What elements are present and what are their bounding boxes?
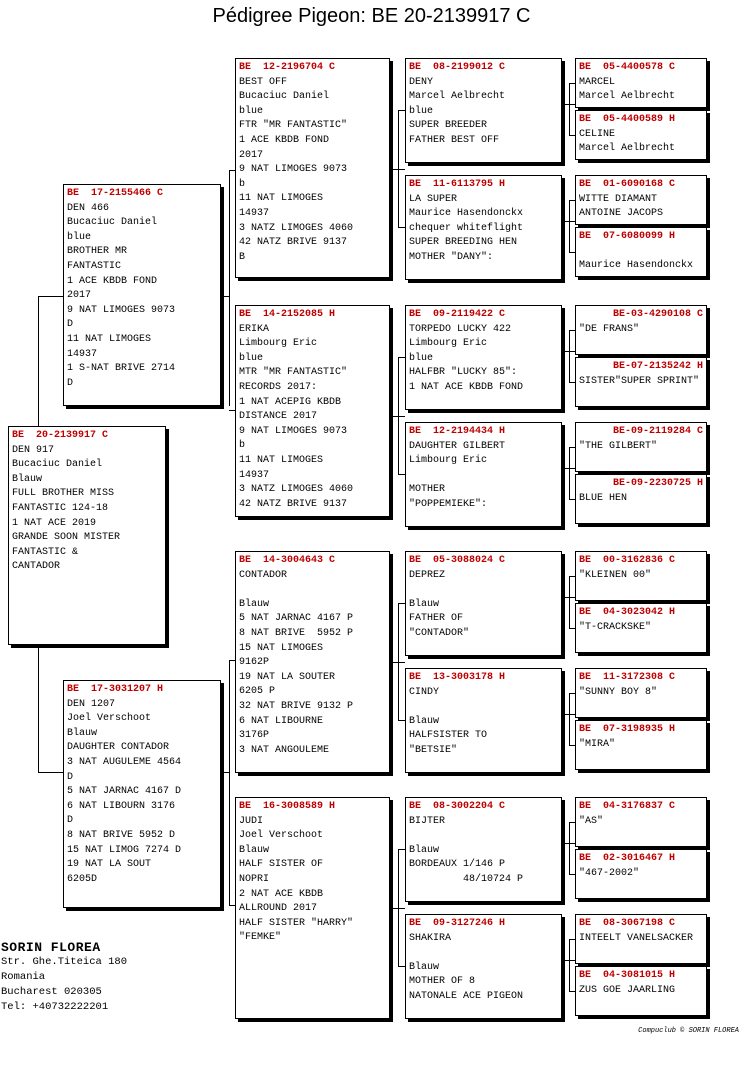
pigeon-info-line: NOPRI: [239, 873, 270, 885]
pigeon-info-line: Blauw: [12, 473, 43, 485]
ring-number: BE-07-2135242 H: [612, 361, 703, 372]
pigeon-info-line: CELINE: [579, 128, 616, 140]
great-grandparent-box: [405, 797, 562, 902]
ring-number: BE 12-2196704 C: [239, 62, 336, 73]
ancestor-box: [575, 849, 707, 899]
pigeon-info-line: BROTHER MR: [67, 246, 128, 258]
pigeon-info-line: BORDEAUX 1/146 P: [409, 859, 506, 871]
pigeon-info-line: 15 NAT LIMOG 7274 D: [67, 844, 182, 856]
great-grandparent-box: [405, 305, 562, 410]
pigeon-info-line: MARCEL: [579, 76, 616, 88]
connector-line: [562, 468, 575, 469]
ring-number: BE-03-4290108 C: [612, 309, 703, 320]
pigeon-info-line: 14937: [239, 207, 270, 219]
connector-line: [562, 221, 575, 222]
ancestor-box: [575, 357, 707, 407]
pigeon-info-line: [239, 583, 386, 598]
connector-line: [229, 660, 230, 905]
ring-number: BE 05-3088024 C: [409, 555, 506, 566]
pigeon-info-line: "467-2002": [579, 867, 640, 879]
pigeon-info-line: 8 NAT BRIVE 5952 D: [67, 829, 176, 841]
pigeon-info-line: blue: [239, 105, 264, 117]
pigeon-info-line: D: [67, 377, 74, 389]
ring-number: BE 14-2152085 H: [239, 309, 336, 320]
connector-line: [398, 110, 405, 111]
grandparent-box: [235, 797, 390, 1019]
connector-line: [398, 720, 405, 721]
ring-number: BE 20-2139917 C: [12, 430, 109, 441]
pigeon-info-line: 8 NAT BRIVE 5952 P: [239, 627, 354, 639]
pigeon-info-line: Blauw: [239, 844, 270, 856]
pigeon-info-line: b: [239, 440, 246, 452]
pigeon-info-line: "AS": [579, 815, 604, 827]
ancestor-box: [575, 720, 707, 770]
pigeon-info-line: SUPER BREEDER: [409, 120, 488, 132]
ancestor-box: [575, 175, 707, 225]
pigeon-info-line: "SUNNY BOY 8": [579, 686, 658, 698]
pigeon-info-line: b: [239, 178, 246, 190]
connector-line: [398, 966, 405, 967]
grandparent-box: [235, 305, 390, 517]
connector-line: [38, 296, 63, 297]
pigeon-info-line: FANTASTIC &: [12, 546, 79, 558]
pigeon-info-line: FULL BROTHER MISS: [12, 488, 115, 500]
pigeon-info-line: HALFSISTER TO: [409, 730, 488, 742]
pigeon-info-line: DISTANCE 2017: [239, 411, 318, 423]
pigeon-info-line: DEN 1207: [67, 698, 116, 710]
connector-line: [569, 330, 570, 382]
ring-number: BE 16-3008589 H: [239, 801, 336, 812]
ring-number: BE 09-3127246 H: [409, 918, 506, 929]
ring-number: BE 05-4400589 H: [579, 114, 676, 125]
pigeon-info-line: MOTHER OF 8: [409, 976, 476, 988]
pigeon-info-line: Joel Verschoot: [239, 830, 324, 842]
connector-line: [569, 83, 570, 135]
connector-line: [398, 474, 405, 475]
pigeon-info-line: "KLEINEN 00": [579, 569, 652, 581]
owner-address-line: Romania: [1, 971, 46, 983]
ancestor-box: [575, 551, 707, 601]
ancestor-box: [575, 797, 707, 847]
pigeon-info-line: Blauw: [409, 715, 440, 727]
connector-line: [562, 960, 575, 961]
great-grandparent-box: [405, 668, 562, 773]
pigeon-info-line: 11 NAT LIMOGES: [239, 454, 324, 466]
pigeon-info-line: WITTE DIAMANT: [579, 193, 658, 205]
pigeon-info-line: Blauw: [409, 961, 440, 973]
connector-line: [398, 357, 405, 358]
pigeon-info-line: ERIKA: [239, 323, 270, 335]
ring-number: BE 07-3198935 H: [579, 724, 676, 735]
ring-number: BE 11-3172308 C: [579, 672, 676, 683]
ring-number: BE 02-3016467 H: [579, 853, 676, 864]
pigeon-info-line: 11 NAT LIMOGES: [67, 333, 152, 345]
pigeon-info-line: 9 NAT LIMOGES 9073: [239, 425, 348, 437]
ring-number: BE 05-4400578 C: [579, 62, 676, 73]
pigeon-info-line: [409, 700, 558, 715]
pigeon-info-line: 1 NAT ACE 2019: [12, 517, 97, 529]
connector-line: [390, 416, 405, 417]
pigeon-info-line: FTR "MR FANTASTIC": [239, 120, 348, 132]
pigeon-info-line: blue: [67, 231, 92, 243]
pigeon-info-line: [579, 245, 703, 260]
pigeon-info-line: chequer whiteflight: [409, 222, 524, 234]
ring-number: BE 04-3081015 H: [579, 970, 676, 981]
pigeon-info-line: Joel Verschoot: [67, 713, 152, 725]
connector-line: [569, 447, 570, 499]
pigeon-info-line: 42 NATZ BRIVE 9137: [239, 237, 348, 249]
pigeon-info-line: 2 NAT ACE KBDB: [239, 888, 324, 900]
pigeon-info-line: Blauw: [409, 598, 440, 610]
pigeon-info-line: 2017: [239, 149, 264, 161]
connector-line: [38, 645, 39, 772]
pigeon-info-line: Limbourg Eric: [239, 338, 318, 350]
pigeon-info-line: "POPPEMIEKE":: [409, 498, 488, 510]
ring-number: BE 12-2194434 H: [409, 426, 506, 437]
owner-phone: Tel: +40732222201: [1, 1001, 109, 1013]
pigeon-info-line: D: [67, 319, 74, 331]
pigeon-info-line: "BETSIE": [409, 744, 458, 756]
pigeon-info-line: "MIRA": [579, 738, 616, 750]
pigeon-info-line: 2017: [67, 290, 92, 302]
pigeon-info-line: 48/10724 P: [409, 873, 524, 885]
pigeon-info-line: FATHER OF: [409, 613, 464, 625]
pigeon-info-line: [409, 829, 558, 844]
pigeon-info-line: 6205D: [67, 873, 98, 885]
pigeon-info-line: HALF SISTER "HARRY": [239, 917, 354, 929]
pigeon-info-line: 1 S-NAT BRIVE 2714: [67, 363, 176, 375]
pigeon-info-line: 3 NATZ LIMOGES 4060: [239, 484, 354, 496]
pigeon-info-line: SHAKIRA: [409, 932, 452, 944]
pigeon-info-line: MOTHER "DANY":: [409, 251, 494, 263]
pigeon-info-line: DEN 917: [12, 444, 55, 456]
pigeon-info-line: 14937: [239, 469, 270, 481]
ring-number: BE 00-3162836 C: [579, 555, 676, 566]
great-grandparent-box: [405, 914, 562, 1019]
ancestor-box: [575, 966, 707, 1016]
ancestor-box: [575, 914, 707, 964]
pigeon-info-line: 9 NAT LIMOGES 9073: [239, 164, 348, 176]
ancestor-box: [575, 422, 707, 472]
pigeon-info-line: 6 NAT LIBOURNE: [239, 715, 324, 727]
pigeon-info-line: Marcel Aelbrecht: [579, 143, 676, 155]
connector-line: [562, 714, 575, 715]
pigeon-info-line: blue: [409, 105, 434, 117]
ring-number: BE 08-3067198 C: [579, 918, 676, 929]
pigeon-info-line: 15 NAT LIMOGES: [239, 642, 324, 654]
pigeon-info-line: INTEELT VANELSACKER: [579, 932, 694, 944]
pigeon-info-line: "DE FRANS": [579, 323, 640, 335]
pigeon-info-line: D: [67, 815, 74, 827]
footer-credit: Compuclub © SORIN FLOREA: [638, 1027, 739, 1035]
pigeon-info-line: CONTADOR: [239, 569, 288, 581]
pigeon-info-line: JUDI: [239, 815, 264, 827]
pigeon-info-line: 42 NATZ BRIVE 9137: [239, 498, 348, 510]
pigeon-info-line: "CONTADOR": [409, 627, 470, 639]
connector-line: [390, 908, 405, 909]
connector-line: [569, 693, 570, 745]
pigeon-info-line: LA SUPER: [409, 193, 458, 205]
pigeon-info-line: BLUE HEN: [579, 492, 628, 504]
ring-number: BE 17-3031207 H: [67, 684, 164, 695]
pigeon-info-line: 5 NAT JARNAC 4167 P: [239, 613, 354, 625]
pigeon-info-line: "FEMKE": [239, 932, 282, 944]
sire-box: [63, 184, 221, 406]
ancestor-box: [575, 58, 707, 108]
ring-number: BE 04-3176837 C: [579, 801, 676, 812]
pigeon-info-line: "THE GILBERT": [579, 440, 658, 452]
owner-address-line: Str. Ghe.Titeica 180: [1, 956, 128, 968]
ancestor-box: [575, 603, 707, 653]
connector-line: [229, 170, 230, 406]
ring-number: BE 04-3023042 H: [579, 607, 676, 618]
pigeon-info-line: ALLROUND 2017: [239, 903, 318, 915]
ring-number: BE 13-3003178 H: [409, 672, 506, 683]
pigeon-info-line: 1 ACE KBDB FOND: [67, 275, 158, 287]
ancestor-box: [575, 474, 707, 524]
pigeon-info-line: 3 NAT AUGULEME 4564: [67, 756, 182, 768]
pigeon-info-line: TORPEDO LUCKY 422: [409, 323, 512, 335]
pigeon-info-line: MOTHER: [409, 484, 446, 496]
pigeon-info-line: Blauw: [239, 598, 270, 610]
pigeon-info-line: NATONALE ACE PIGEON: [409, 990, 524, 1002]
pigeon-info-line: Bucaciuc Daniel: [67, 217, 158, 229]
pigeon-info-line: FANTASTIC: [67, 260, 122, 272]
pigeon-info-line: 9162P: [239, 657, 270, 669]
ring-number: BE 07-6080099 H: [579, 231, 676, 242]
connector-line: [398, 227, 405, 228]
owner-name: SORIN FLOREA: [1, 940, 101, 955]
pigeon-info-line: blue: [239, 352, 264, 364]
pigeon-info-line: BEST OFF: [239, 76, 288, 88]
pigeon-info-line: CANTADOR: [12, 561, 61, 573]
ring-number: BE 08-3002204 C: [409, 801, 506, 812]
ancestor-box: [575, 110, 707, 160]
ring-number: BE-09-2119284 C: [612, 426, 703, 437]
pigeon-info-line: Marcel Aelbrecht: [409, 91, 506, 103]
pigeon-info-line: 5 NAT JARNAC 4167 D: [67, 786, 182, 798]
subject-pigeon-box: [8, 426, 166, 645]
pigeon-info-line: 1 NAT ACEPIG KBDB: [239, 396, 342, 408]
ring-number: BE 17-2155466 C: [67, 188, 164, 199]
pigeon-info-line: 19 NAT LA SOUTER: [239, 671, 336, 683]
pigeon-info-line: DEPREZ: [409, 569, 446, 581]
pigeon-info-line: Maurice Hasendonckx: [579, 260, 694, 272]
great-grandparent-box: [405, 422, 562, 527]
great-grandparent-box: [405, 58, 562, 163]
pigeon-info-line: 6 NAT LIBOURN 3176: [67, 800, 176, 812]
ring-number: BE 11-6113795 H: [409, 179, 506, 190]
pigeon-info-line: CINDY: [409, 686, 440, 698]
connector-line: [569, 822, 570, 874]
connector-line: [398, 603, 405, 604]
pigeon-info-line: D: [67, 771, 74, 783]
pigeon-info-line: SUPER BREEDING HEN: [409, 237, 518, 249]
ring-number: BE-09-2230725 H: [612, 478, 703, 489]
pigeon-info-line: 9 NAT LIMOGES 9073: [67, 304, 176, 316]
pigeon-info-line: [409, 469, 558, 484]
grandparent-box: [235, 58, 390, 278]
connector-line: [390, 169, 405, 170]
connector-line: [38, 772, 63, 773]
pigeon-info-line: 1 ACE KBDB FOND: [239, 134, 330, 146]
pigeon-info-line: 19 NAT LA SOUT: [67, 859, 152, 871]
connector-line: [562, 104, 575, 105]
pigeon-info-line: 11 NAT LIMOGES: [239, 193, 324, 205]
pigeon-info-line: 6205 P: [239, 686, 276, 698]
pigeon-info-line: MTR "MR FANTASTIC": [239, 367, 348, 379]
pigeon-info-line: Bucaciuc Daniel: [239, 91, 330, 103]
ring-number: BE 01-6090168 C: [579, 179, 676, 190]
connector-line: [569, 576, 570, 628]
pigeon-info-line: "T-CRACKSKE": [579, 621, 652, 633]
pigeon-info-line: BIJTER: [409, 815, 446, 827]
pigeon-info-line: [409, 583, 558, 598]
pigeon-info-line: ANTOINE JACOPS: [579, 208, 664, 220]
pigeon-info-line: HALF SISTER OF: [239, 859, 324, 871]
ring-number: BE 09-2119422 C: [409, 309, 506, 320]
pigeon-info-line: SISTER"SUPER SPRINT": [579, 375, 700, 387]
pigeon-info-line: DEN 466: [67, 202, 110, 214]
pigeon-info-line: DAUGHTER GILBERT: [409, 440, 506, 452]
pigeon-info-line: B: [239, 251, 246, 263]
pigeon-info-line: 1 NAT ACE KBDB FOND: [409, 381, 524, 393]
connector-line: [221, 772, 229, 773]
page-title: Pédigree Pigeon: BE 20-2139917 C: [212, 5, 531, 27]
pigeon-info-line: Maurice Hasendonckx: [409, 208, 524, 220]
pigeon-info-line: FANTASTIC 124-18: [12, 502, 109, 514]
pigeon-info-line: Blauw: [409, 844, 440, 856]
ancestor-box: [575, 227, 707, 277]
ancestor-box: [575, 668, 707, 718]
pigeon-info-line: 3 NATZ LIMOGES 4060: [239, 222, 354, 234]
pigeon-info-line: [409, 946, 558, 961]
pigeon-info-line: 3176P: [239, 730, 270, 742]
pigeon-info-line: Limbourg Eric: [409, 338, 488, 350]
pigeon-info-line: Limbourg Eric: [409, 455, 488, 467]
pigeon-info-line: Blauw: [67, 727, 98, 739]
connector-line: [398, 849, 405, 850]
pigeon-info-line: GRANDE SOON MISTER: [12, 532, 121, 544]
owner-address-line: Bucharest 020305: [1, 986, 102, 998]
pigeon-info-line: blue: [409, 352, 434, 364]
grandparent-box: [235, 551, 390, 773]
pigeon-info-line: HALFBR "LUCKY 85":: [409, 367, 518, 379]
ring-number: BE 14-3004643 C: [239, 555, 336, 566]
pigeon-info-line: 32 NAT BRIVE 9132 P: [239, 700, 354, 712]
connector-line: [221, 296, 229, 297]
pigeon-info-line: ZUS GOE JAARLING: [579, 984, 676, 996]
great-grandparent-box: [405, 551, 562, 656]
pigeon-info-line: Marcel Aelbrecht: [579, 91, 676, 103]
pigeon-info-line: 3 NAT ANGOULEME: [239, 744, 330, 756]
pigeon-info-line: Bucaciuc Daniel: [12, 459, 103, 471]
pigeon-info-line: RECORDS 2017:: [239, 381, 318, 393]
pigeon-info-line: DAUGHTER CONTADOR: [67, 742, 170, 754]
connector-line: [562, 351, 575, 352]
connector-line: [390, 662, 405, 663]
pigeon-info-line: FATHER BEST OFF: [409, 134, 500, 146]
connector-line: [562, 843, 575, 844]
connector-line: [569, 939, 570, 991]
ancestor-box: [575, 305, 707, 355]
dam-box: [63, 680, 221, 908]
great-grandparent-box: [405, 175, 562, 280]
connector-line: [569, 200, 570, 252]
pigeon-info-line: DENY: [409, 76, 434, 88]
connector-line: [562, 597, 575, 598]
ring-number: BE 08-2199012 C: [409, 62, 506, 73]
connector-line: [38, 296, 39, 426]
owner-info: [1, 940, 127, 1015]
pigeon-info-line: 14937: [67, 348, 98, 360]
